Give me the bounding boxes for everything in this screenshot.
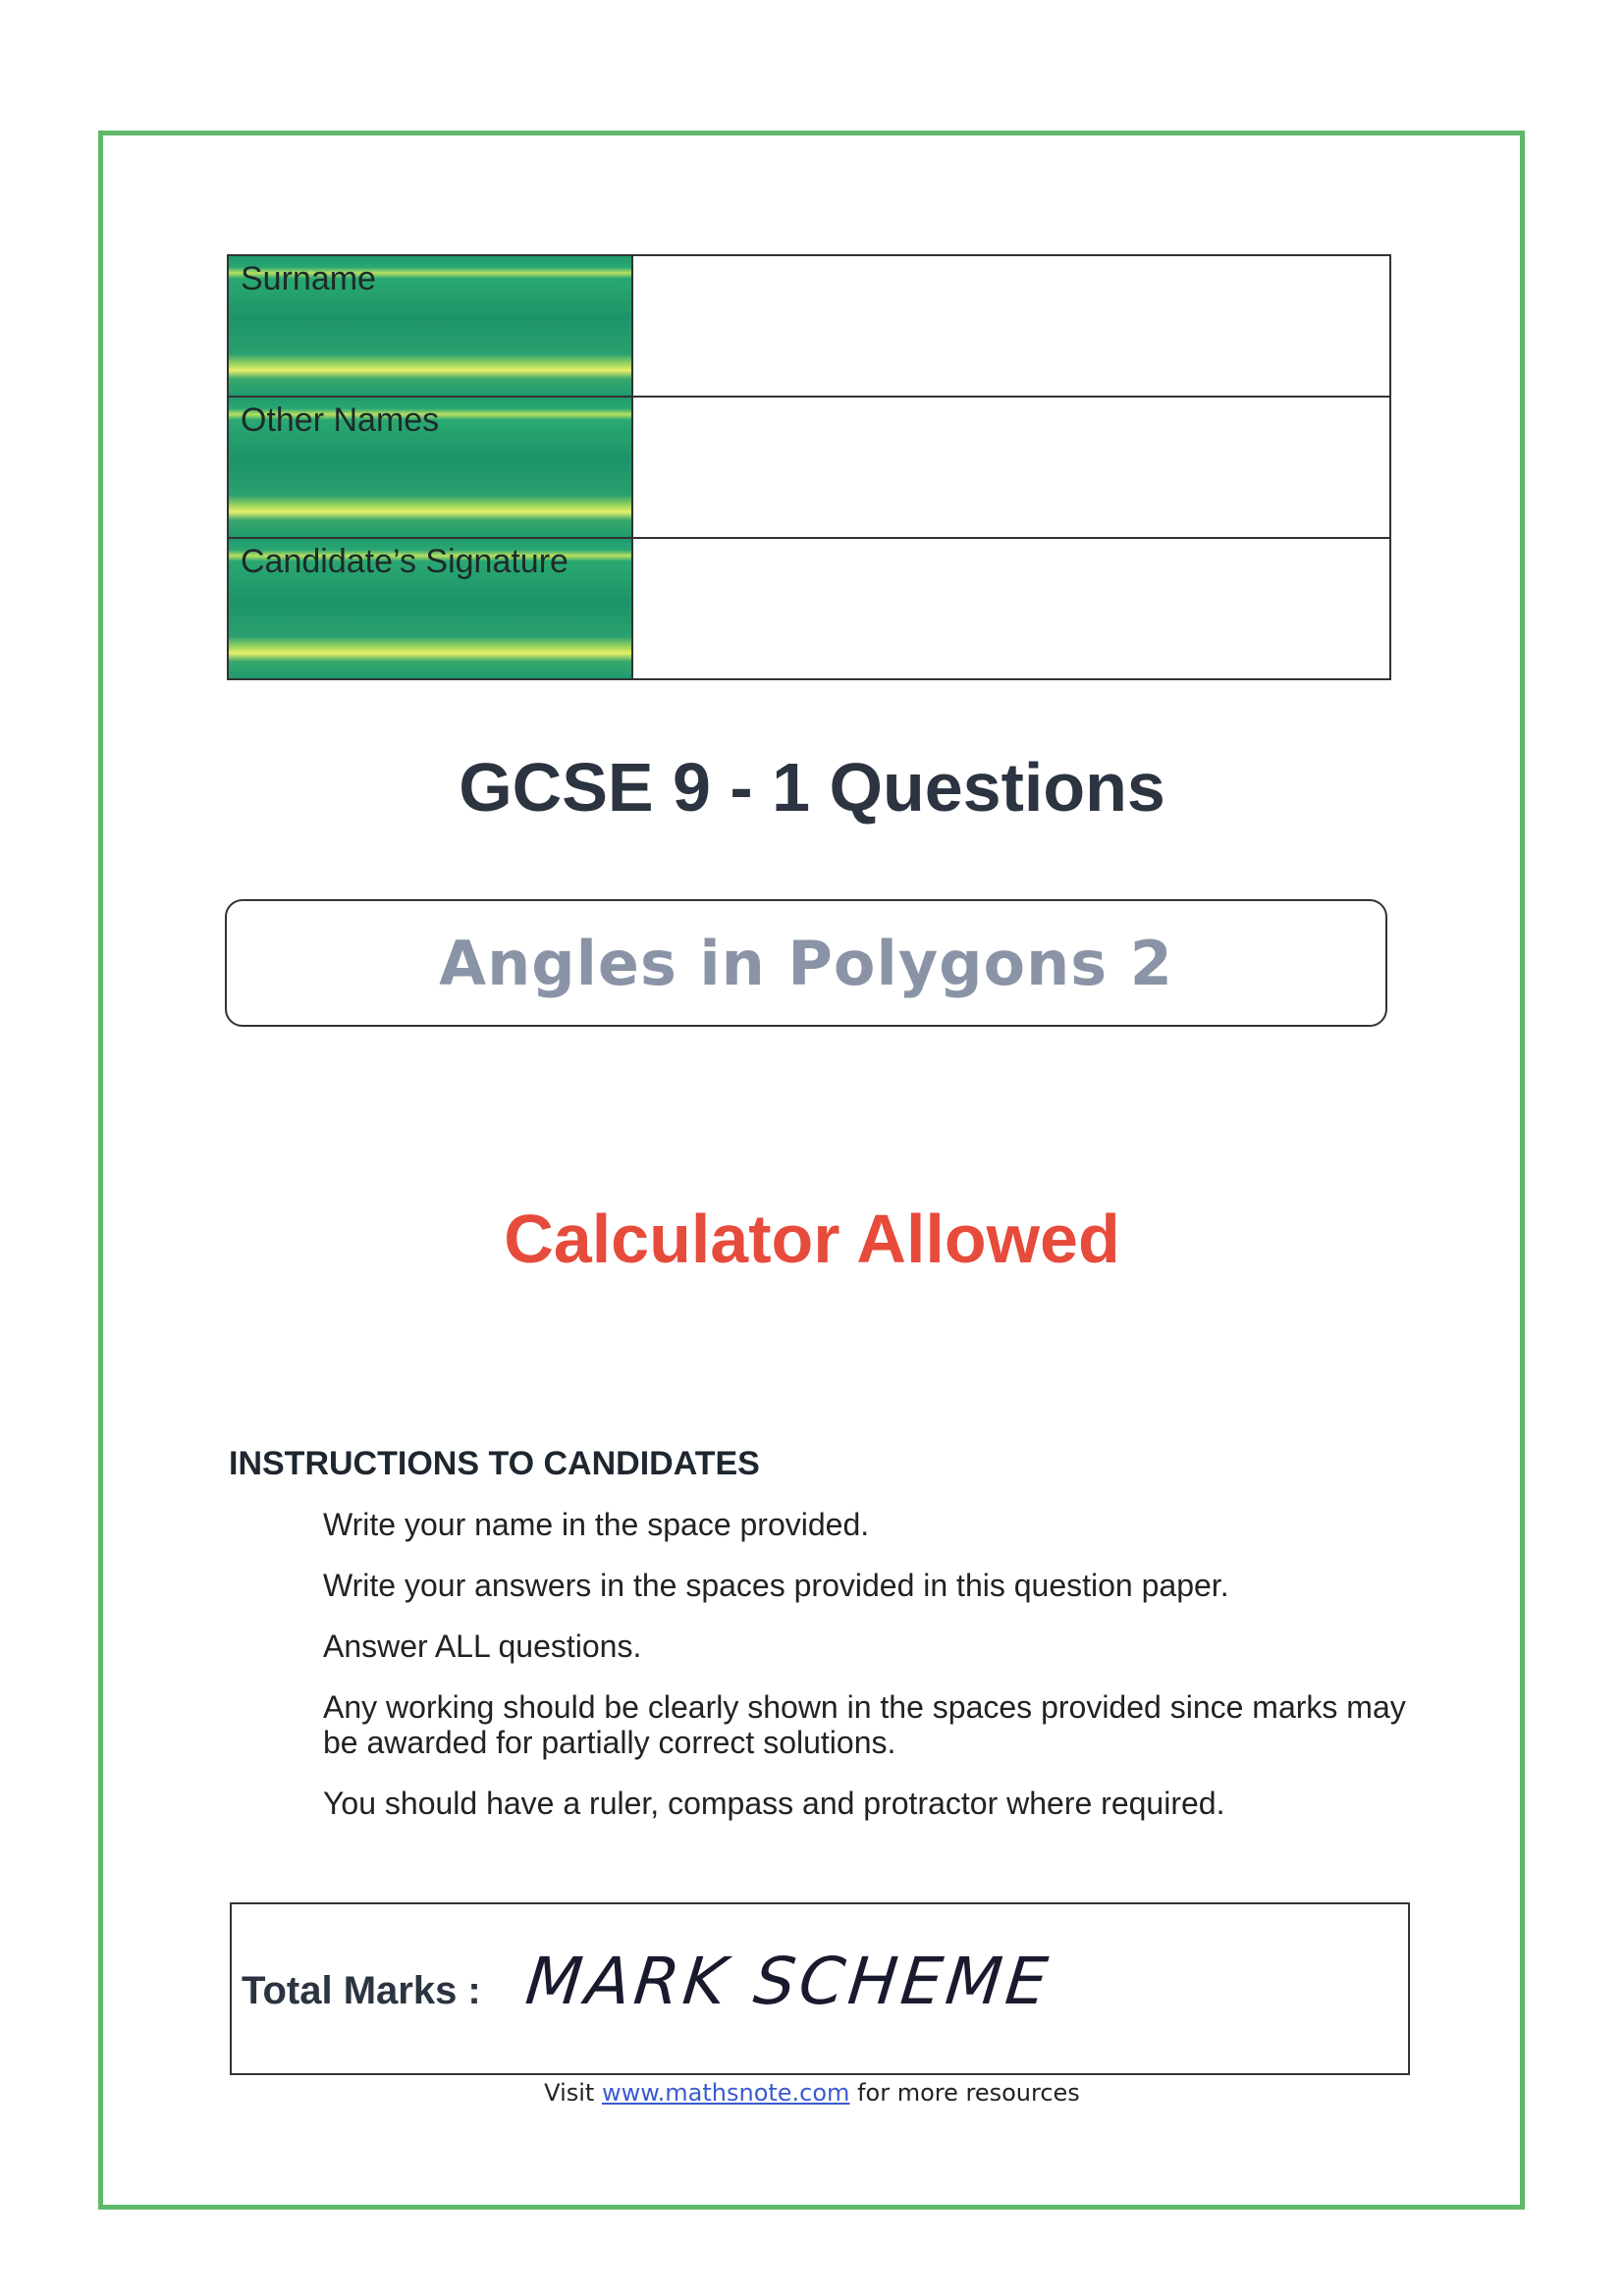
signature-row	[228, 538, 1390, 679]
instruction-item: Write your name in the space provided.	[323, 1507, 870, 1542]
page-title: GCSE 9 - 1 Questions	[459, 749, 1165, 826]
candidate-details-table	[227, 254, 1391, 680]
instruction-item: Any working should be clearly shown in the spaces provided since marks may be awarded for partially correct solutions.	[323, 1689, 1406, 1760]
surname-row	[228, 255, 1390, 397]
footer-prefix: Visit	[544, 2079, 595, 2107]
signature-field[interactable]	[632, 538, 1390, 679]
calculator-note: Calculator Allowed	[504, 1201, 1120, 1277]
total-marks-label: Total Marks :	[242, 1969, 481, 2012]
instruction-item: Answer ALL questions.	[323, 1629, 642, 1664]
other-names-label: Other Names	[228, 397, 632, 538]
website-link[interactable]: www.mathsnote.com	[601, 2079, 850, 2107]
surname-label: Surname	[228, 255, 632, 397]
total-marks-box	[230, 1902, 1410, 2075]
footer	[0, 2079, 1624, 2107]
signature-label: Candidate’s Signature	[228, 538, 632, 679]
surname-field[interactable]	[632, 255, 1390, 397]
instructions-heading: INSTRUCTIONS TO CANDIDATES	[229, 1445, 760, 1482]
footer-suffix: for more resources	[857, 2079, 1080, 2107]
instruction-item: You should have a ruler, compass and protractor where required.	[323, 1786, 1225, 1821]
topic-box	[225, 899, 1387, 1027]
topic-title: Angles in Polygons 2	[439, 927, 1173, 999]
other-names-field[interactable]	[632, 397, 1390, 538]
total-marks-handwritten: MARK SCHEME	[521, 1944, 1056, 2019]
instruction-item: Write your answers in the spaces provided in this question paper.	[323, 1568, 1229, 1603]
instructions-list	[323, 1507, 1413, 1846]
other-names-row	[228, 397, 1390, 538]
